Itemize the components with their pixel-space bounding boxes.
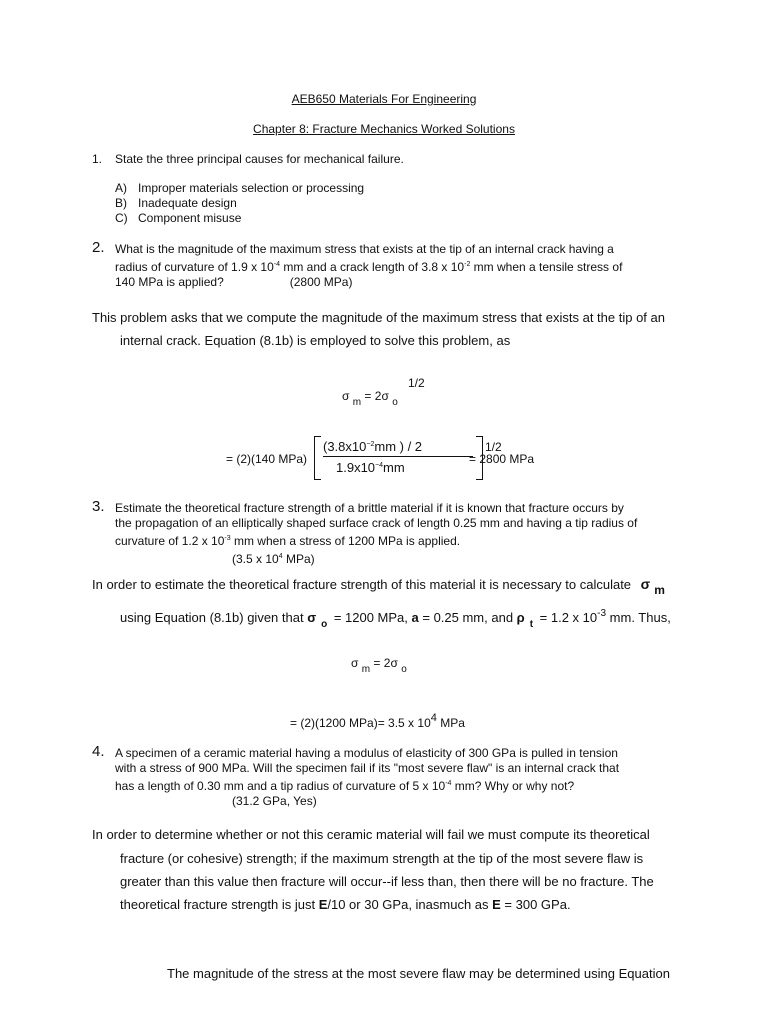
q3-line3-text-a: curvature of 1.2 x 10 <box>115 534 225 548</box>
q2-answer: (2800 MPa) <box>289 275 353 289</box>
q3-eq-result <box>290 712 465 730</box>
q4-closing-line: The magnitude of the stress at the most severe flaw may be determined using Equation <box>167 966 670 981</box>
q4-answer: (31.2 GPa, Yes) <box>232 794 317 808</box>
q4-line3-text-a: has a length of 0.30 mm and a tip radius of curvature of 5 x 10 <box>115 779 446 793</box>
q3-sol2-b: = 1200 MPa, <box>330 610 412 625</box>
left-bracket <box>314 436 321 480</box>
q4-solution-line4 <box>120 897 571 912</box>
q2-question <box>115 242 680 290</box>
q4-number: 4. <box>92 743 105 760</box>
q2-line2-text-b: mm and a crack length of 3.8 x 10 <box>280 260 465 274</box>
q3-answer-text-a: (3.5 x 10 <box>232 552 279 566</box>
subscript-o: o <box>321 619 328 630</box>
q2-eq1-mid: = 2σ <box>361 389 389 403</box>
a-symbol: a <box>411 610 419 625</box>
q3-eq-mid: = 2σ <box>370 656 398 670</box>
q2-eq2-denominator <box>336 460 405 475</box>
q3-line3-text-b: mm when a stress of 1200 MPa is applied. <box>230 534 461 548</box>
e-symbol: E <box>492 897 501 912</box>
q3-answer-text-b: MPa) <box>282 552 315 566</box>
q4-question <box>115 746 680 809</box>
subscript-o: o <box>401 664 407 675</box>
q3-eq-result-a: = (2)(1200 MPa)= 3.5 x 10 <box>290 716 431 730</box>
q3-sol2-e: mm. Thus, <box>606 610 671 625</box>
subscript-m: m <box>654 583 665 597</box>
q4-line3-exp: -4 <box>445 780 452 787</box>
denominator-text-b: mm <box>383 460 405 475</box>
q2-eq2-exponent: 1/2 <box>485 440 502 454</box>
numerator-text-b: mm ) / 2 <box>374 439 423 454</box>
e-symbol: E <box>318 897 328 912</box>
q2-line2 <box>115 257 680 275</box>
q3-eq-result-b: MPa <box>436 716 465 730</box>
q4-line1: A specimen of a ceramic material having a modulus of elasticity of 300 GPa is pulled in tension <box>115 746 618 760</box>
numerator-exp: −2 <box>366 441 375 448</box>
q3-number: 3. <box>92 498 105 515</box>
q2-number: 2. <box>92 239 105 256</box>
q3-sol2-a: using Equation (8.1b) given that <box>120 610 308 625</box>
q4-sol4-b: /10 or 30 GPa, inasmuch as <box>327 897 493 912</box>
q1-answer-a: Improper materials selection or processing <box>138 181 365 195</box>
q3-line3 <box>115 531 680 549</box>
subscript-m: m <box>352 397 362 408</box>
course-title: AEB650 Materials For Engineering <box>291 92 477 106</box>
q1-answer-c-letter: C) <box>115 211 128 225</box>
q3-line2: the propagation of an elliptically shaped surface crack of length 0.25 mm and having a tip radius of <box>115 516 638 530</box>
q3-answer <box>115 549 680 567</box>
q1-answer-a-letter: A) <box>115 181 127 195</box>
q1-answer-b: Inadequate design <box>138 196 237 210</box>
q3-line1: Estimate the theoretical fracture strength of a brittle material if it is known that fracture occurs by <box>115 501 624 515</box>
q3-answer-exp: 4 <box>278 553 283 560</box>
chapter-title: Chapter 8: Fracture Mechanics Worked Solutions <box>253 122 515 136</box>
q2-line2-exp1: -4 <box>273 261 280 268</box>
sigma-symbol: σ <box>640 576 651 592</box>
q3-question <box>115 501 680 567</box>
q1-number: 1. <box>92 152 103 166</box>
subscript-t: t <box>529 619 534 630</box>
q2-eq2-lhs: = (2)(140 MPa) <box>226 452 308 466</box>
q3-solution-line1-text: In order to estimate the theoretical fracture strength of this material it is necessary to calculate <box>92 577 632 592</box>
sigma-symbol: σ <box>351 656 359 670</box>
q3-line3-exp: -3 <box>224 535 231 542</box>
q4-line3 <box>115 776 680 794</box>
q1-answer-b-letter: B) <box>115 196 127 210</box>
q1-question: State the three principal causes for mechanical failure. <box>115 152 404 166</box>
q3-sol2-d: = 1.2 x 10 <box>536 610 598 625</box>
q4-sol4-c: = 300 GPa. <box>500 897 571 912</box>
rho-symbol: ρ <box>516 610 525 625</box>
q3-eq-result-exp: 4 <box>430 712 437 724</box>
denominator-text-a: 1.9x10 <box>336 460 376 475</box>
q1-answer-c: Component misuse <box>138 211 242 225</box>
q2-eq1-exponent: 1/2 <box>408 376 425 390</box>
sigma-symbol: σ <box>307 610 317 625</box>
q2-eq2-numerator <box>323 439 422 454</box>
q4-sol4-a: theoretical fracture strength is just <box>120 897 319 912</box>
q3-solution-line1 <box>92 576 665 597</box>
q2-line2-text-a: radius of curvature of 1.9 x 10 <box>115 260 274 274</box>
q3-sol2-c: = 0.25 mm, and <box>418 610 517 625</box>
fraction-bar <box>323 456 473 457</box>
q2-eq1 <box>342 389 398 408</box>
subscript-m: m <box>361 664 371 675</box>
numerator-text-a: (3.8x10 <box>323 439 367 454</box>
denominator-exp: −4 <box>375 462 384 469</box>
q4-line3-text-b: mm? Why or why not? <box>451 779 575 793</box>
q2-line3-text: 140 MPa is applied? <box>115 275 224 289</box>
q2-line2-text-c: mm when a tensile stress of <box>470 260 623 274</box>
q3-eq <box>351 656 407 675</box>
q4-solution-line3: greater than this value then fracture will occur--if less than, then there will be no fracture. The <box>120 874 654 889</box>
q2-line1: What is the magnitude of the maximum stress that exists at the tip of an internal crack having a <box>115 242 614 256</box>
q4-solution-line1: In order to determine whether or not this ceramic material will fail we must compute its theoretical <box>92 827 650 842</box>
sigma-symbol: σ <box>342 389 350 403</box>
q2-eq2-equals-result: = 2800 MPa <box>469 452 535 466</box>
q3-solution-line2 <box>120 608 671 630</box>
q4-line2: with a stress of 900 MPa. Will the specimen fail if its "most severe flaw" is an internal crack that <box>115 761 620 775</box>
q2-line3 <box>115 275 680 290</box>
q2-solution-line1: This problem asks that we compute the magnitude of the maximum stress that exists at the tip of an <box>92 310 665 325</box>
q2-line2-exp2: -2 <box>464 261 471 268</box>
q4-solution-line2: fracture (or cohesive) strength; if the maximum strength at the tip of the most severe flaw is <box>120 851 644 866</box>
subscript-o: o <box>392 397 398 408</box>
q2-solution-line2: internal crack. Equation (8.1b) is employed to solve this problem, as <box>120 333 511 348</box>
q3-sol2-exp: -3 <box>597 608 607 619</box>
